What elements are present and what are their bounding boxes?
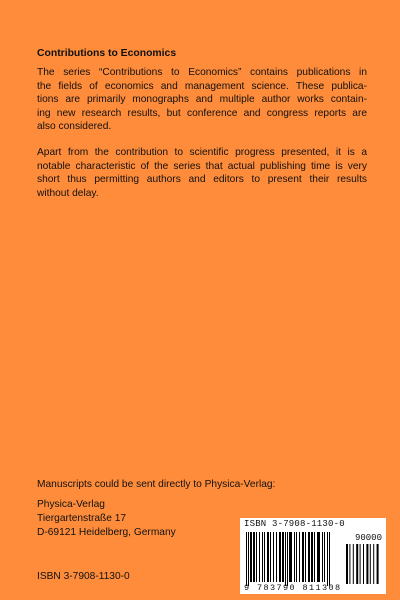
- barcode-addon-bar: [349, 544, 350, 584]
- barcode-addon-bar: [377, 544, 379, 584]
- barcode-bar: [327, 532, 328, 586]
- barcode-bar: [276, 532, 277, 582]
- barcode-bar: [270, 532, 271, 582]
- paragraph-line: Apart from the contribution to scientific progress presented, it is a: [37, 147, 367, 158]
- paragraph-line: the fields of economics and management science. These publica-: [37, 80, 367, 92]
- manuscript-intro: Manuscripts could be sent directly to Physica-Verlag:: [37, 479, 276, 490]
- isbn-text: ISBN 3-7908-1130-0: [37, 571, 130, 582]
- address-line: Tiergartenstraße 17: [37, 513, 127, 524]
- paragraph-line: The series “Contributions to Economics” contains publications in: [37, 67, 367, 78]
- barcode-bar: [322, 532, 323, 582]
- barcode-addon-bar: [360, 544, 361, 584]
- barcode-addon-bar: [353, 544, 354, 584]
- barcode-digits: 9 783790 811308: [244, 583, 342, 593]
- barcode-bar: [305, 532, 306, 582]
- barcode-bar: [302, 532, 304, 582]
- barcode-bar: [256, 532, 257, 582]
- barcode-addon-bar: [356, 544, 358, 584]
- barcode-bar: [294, 532, 295, 582]
- barcode-bar: [267, 532, 269, 582]
- paragraph-line: short thus permitting authors and editors to present their results: [37, 174, 367, 186]
- barcode-bar: [329, 532, 330, 586]
- barcode-isbn-label: ISBN 3-7908-1130-0: [244, 519, 345, 529]
- barcode-bar: [273, 532, 274, 582]
- series-publishing-paragraph: [37, 146, 367, 200]
- barcode-addon-bar: [363, 544, 364, 584]
- barcode-bar: [262, 532, 263, 582]
- paragraph-line: tions are primarily monographs and multiple author works contain-: [37, 94, 367, 106]
- barcode-bar: [250, 532, 252, 582]
- paragraph-line: ing new research results, but conference and congress reports are: [37, 107, 367, 119]
- barcode-bar: [308, 532, 310, 582]
- barcode-bar: [311, 532, 313, 582]
- barcode-bar: [259, 532, 260, 582]
- barcode-bar: [282, 532, 284, 582]
- barcode-bar: [291, 532, 292, 582]
- barcode-bar: [279, 532, 281, 582]
- series-description-paragraph: [37, 66, 367, 134]
- paragraph-line: notable characteristic of the series that actual publishing time is very: [37, 160, 367, 172]
- paragraph-line: also considered.: [37, 121, 112, 133]
- barcode-addon-bar: [366, 544, 368, 584]
- address-line: Physica-Verlag: [37, 499, 105, 510]
- barcode-bar: [264, 532, 265, 582]
- barcode-bar: [314, 532, 315, 582]
- barcode-bar: [287, 532, 288, 586]
- barcode-addon-bar: [370, 544, 371, 584]
- barcode-addon-bar: [373, 544, 374, 584]
- barcode-bar: [248, 532, 249, 586]
- barcode-price-code: 90000: [354, 533, 382, 543]
- barcode-bar: [324, 532, 325, 582]
- barcode-bar: [319, 532, 320, 582]
- barcode-bar: [246, 532, 247, 586]
- barcode-bar: [317, 532, 319, 582]
- barcode-bar: [285, 532, 286, 586]
- address-line: D-69121 Heidelberg, Germany: [37, 527, 176, 538]
- barcode-bar: [299, 532, 300, 582]
- series-title: Contributions to Economics: [37, 48, 177, 59]
- barcode-bar: [296, 532, 297, 582]
- barcode-bar: [253, 532, 255, 582]
- barcode: [240, 518, 386, 594]
- paragraph-line: without delay.: [37, 187, 99, 199]
- barcode-addon-bar: [346, 544, 348, 584]
- barcode-bar: [289, 532, 291, 582]
